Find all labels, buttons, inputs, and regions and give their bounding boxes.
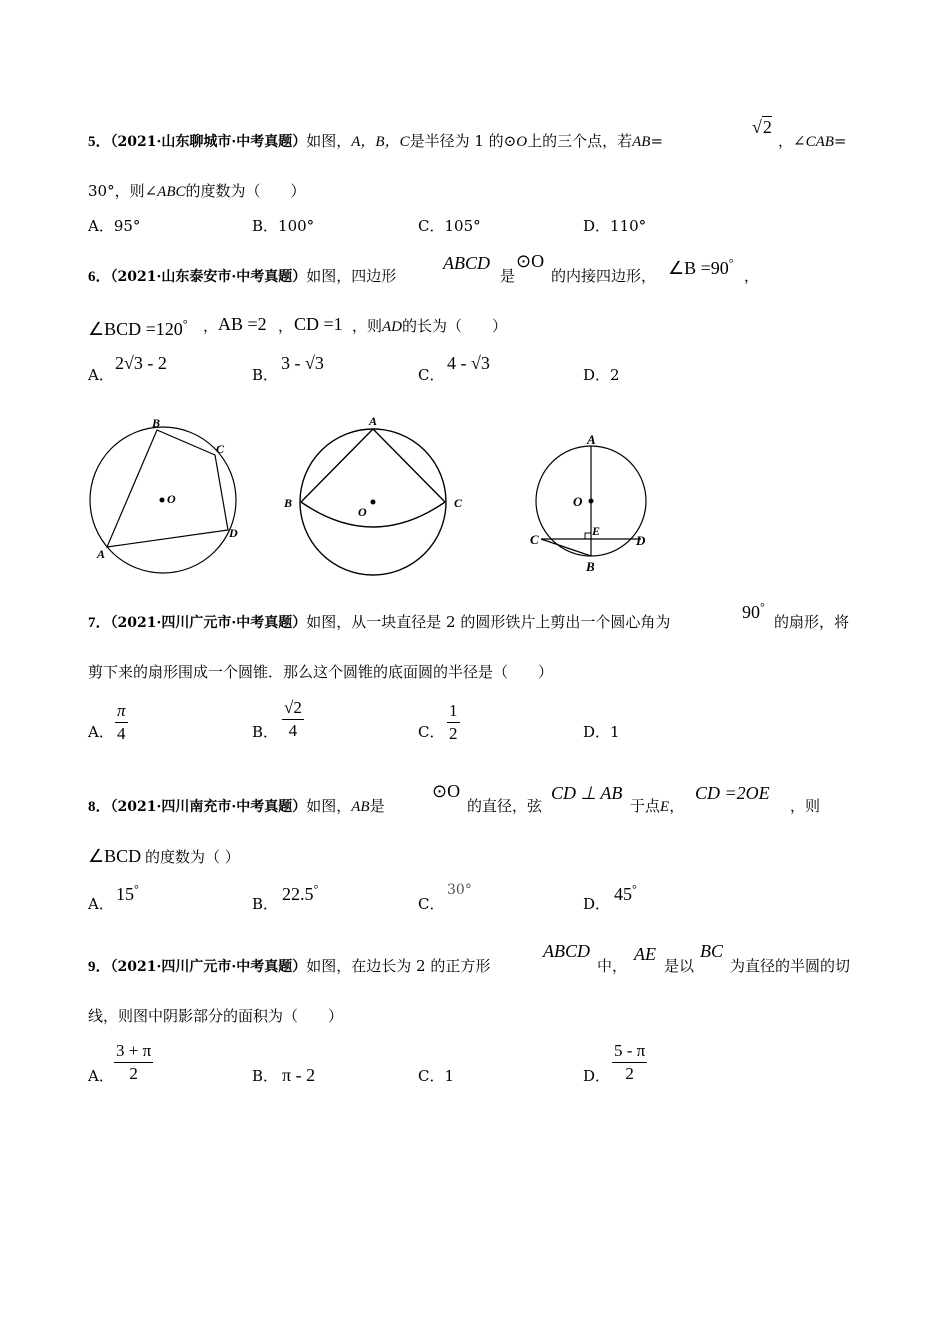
- q5-option-b: B．100°: [252, 217, 315, 235]
- q6-text2: 是: [500, 267, 516, 285]
- q5-line1-tail: [778, 131, 847, 152]
- fig3-label-d: D: [636, 533, 646, 548]
- q5-var-cab: CAB: [805, 134, 834, 150]
- q8-deg: °: [134, 882, 139, 896]
- fig2-center-dot: [371, 500, 376, 505]
- fig2-sector-arc: [301, 502, 445, 527]
- q5-sqrt2-value: 2: [762, 117, 772, 137]
- q5-var-abc: ABC: [157, 184, 186, 200]
- q5-vars: A，B，C: [351, 134, 410, 150]
- q7-option-d: D．1: [583, 723, 620, 741]
- q5-source: （2021·山东聊城市·中考真题）: [110, 134, 307, 150]
- q7-angle-value: 90: [742, 602, 760, 622]
- fig2-label-b: B: [284, 496, 293, 510]
- fig3-label-e: E: [592, 524, 601, 538]
- fig1-label-d: D: [229, 526, 238, 540]
- q9-fraction-numerator: 3 + π: [114, 1041, 153, 1063]
- q8-text: 于点: [630, 797, 661, 815]
- q8-text: ，: [669, 797, 685, 815]
- fig2-label-c: C: [454, 496, 463, 510]
- q8-var-e: E: [660, 799, 670, 815]
- q7-line1: [88, 612, 670, 633]
- fig2-radius-ac: [373, 429, 445, 502]
- q5-text: 如图，: [306, 132, 352, 150]
- q9-line1: [88, 956, 490, 977]
- q8-text6: ，则: [790, 797, 821, 815]
- q9-text2: 中，: [597, 957, 628, 975]
- q9-option-b-label: B．: [252, 1067, 279, 1085]
- q8-var-ab: AB: [351, 799, 370, 815]
- q6-number: 6．: [88, 269, 111, 285]
- q5-var-ab: AB: [632, 134, 651, 150]
- fig1-label-a: A: [97, 547, 106, 561]
- q9-ae: AE: [634, 944, 656, 964]
- q7-fraction-denominator: 2: [449, 724, 458, 743]
- q8-deg: °: [313, 882, 319, 896]
- q5-text: 30°，则∠: [88, 182, 158, 200]
- q5-option-d: D．110°: [583, 217, 647, 235]
- q6-option-c-label: C．: [418, 366, 445, 384]
- q6-text: ，则: [352, 317, 383, 335]
- q7-fraction-numerator: π: [115, 701, 128, 723]
- q6-comma: ，: [744, 267, 760, 285]
- q9-option-a-label: A．: [88, 1067, 114, 1085]
- q8-option-a: [116, 878, 139, 905]
- q6-text3: 的内接四边形，: [551, 267, 657, 285]
- q8-cd-2oe: CD =2OE: [695, 783, 770, 803]
- figure-diameter-chord: [528, 428, 658, 578]
- q7-text: 如图，从一块直径是 2 的圆形铁片上剪出一个圆心角为: [306, 613, 671, 631]
- fig2-radius-ab: [301, 429, 373, 502]
- q8-option-b-label: B．: [252, 895, 279, 913]
- q8-line1: [88, 796, 385, 817]
- q6-text: 的长为（ ）: [402, 317, 508, 335]
- q6-abcd: ABCD: [443, 253, 490, 273]
- q8-option-a-label: A．: [88, 895, 114, 913]
- q7-source: （2021·四川广元市·中考真题）: [110, 615, 307, 631]
- fig3-label-c: C: [530, 532, 539, 547]
- q7-text2: 的扇形，将: [774, 613, 850, 631]
- q8-option-d-value: 45: [614, 884, 632, 904]
- q8-deg: °: [632, 882, 637, 896]
- q5-var-o: O: [516, 134, 528, 150]
- q9-fraction-denominator: 2: [129, 1064, 138, 1083]
- q9-option-b: π - 2: [282, 1065, 316, 1085]
- q6-angle-bcd-value: ∠BCD =120: [88, 319, 183, 339]
- q8-circle-o: ⊙O: [432, 781, 461, 801]
- q8-text3: 的直径，弦: [467, 797, 543, 815]
- q7-angle: [742, 596, 765, 623]
- q7-option-a-label: A．: [88, 723, 114, 741]
- q8-option-d: [614, 878, 637, 905]
- q9-abcd: ABCD: [543, 941, 590, 961]
- q7-deg: °: [760, 600, 765, 614]
- q7-option-b-fraction: [282, 698, 304, 741]
- q9-fraction-denominator: 2: [625, 1064, 634, 1083]
- q9-option-d-label: D．: [583, 1067, 611, 1085]
- fig2-label-a: A: [369, 414, 378, 428]
- fig1-label-o: O: [167, 492, 176, 506]
- q8-source: （2021·四川南充市·中考真题）: [110, 799, 307, 815]
- q6-var-ad: AD: [382, 319, 403, 335]
- q6-deg: °: [182, 317, 188, 331]
- q5-option-a: A．95°: [88, 217, 141, 235]
- q7-fraction-numerator: √2: [282, 698, 304, 720]
- q6-cd-1: CD =1: [294, 314, 343, 334]
- q6-angle-b-value: ∠B =90: [668, 258, 729, 278]
- q7-fraction-numerator: 1: [447, 701, 460, 723]
- q5-line2: [88, 181, 306, 202]
- figure-inscribed-quadrilateral: [85, 410, 245, 580]
- figure-sector-in-circle: [280, 410, 470, 582]
- q8-text4: [630, 796, 684, 817]
- q5-eq: =: [650, 132, 664, 150]
- q6-option-c: 4 - √3: [447, 353, 490, 373]
- q6-text: 如图，四边形: [306, 267, 397, 285]
- q6-option-d: D．2: [583, 366, 620, 384]
- q9-fraction-numerator: 5 - π: [612, 1041, 647, 1063]
- q6-angle-bcd: [88, 313, 188, 340]
- q7-option-c-fraction: [447, 701, 460, 744]
- q6-source: （2021·山东泰安市·中考真题）: [110, 269, 307, 285]
- q5-option-c: C．105°: [418, 217, 481, 235]
- q6-comma: ，: [203, 317, 219, 335]
- fig3-label-o: O: [573, 494, 583, 509]
- q7-option-b-label: B．: [252, 723, 279, 741]
- q6-line2-tail: [352, 316, 507, 337]
- fig1-center-dot: [160, 498, 165, 503]
- q6-ab-2: AB =2: [218, 314, 267, 334]
- q5-text: 的度数为（ ）: [185, 182, 306, 200]
- q9-source: （2021·四川广元市·中考真题）: [110, 959, 307, 975]
- q9-number: 9．: [88, 959, 111, 975]
- q6-line1: [88, 266, 396, 287]
- q8-angle-bcd: ∠BCD: [88, 846, 142, 866]
- q8-option-d-label: D．: [583, 895, 611, 913]
- q8-number: 8．: [88, 799, 111, 815]
- q7-option-c-label: C．: [418, 723, 445, 741]
- q6-deg: °: [728, 256, 734, 270]
- q8-line2: 的度数为（ ）: [145, 848, 240, 866]
- q6-angle-b: [668, 252, 734, 279]
- q5-text: 上的三个点，若: [527, 132, 633, 150]
- q9-option-c: C．1: [418, 1067, 455, 1085]
- q9-option-a-fraction: [114, 1041, 153, 1084]
- q9-bc: BC: [700, 941, 724, 961]
- q8-option-a-value: 15: [116, 884, 134, 904]
- q8-text: 是: [369, 797, 385, 815]
- q5-sqrt2: √2: [752, 117, 772, 137]
- q7-option-a-fraction: [115, 701, 128, 744]
- q8-option-b: [282, 878, 318, 905]
- q9-text: 如图，在边长为 2 的正方形: [306, 957, 491, 975]
- q6-option-a-label: A．: [88, 366, 114, 384]
- q5-number: 5．: [88, 134, 111, 150]
- q5-line1: [88, 131, 663, 152]
- q9-text3: 是以: [664, 957, 695, 975]
- q5-text: 是半径为 1 的⊙: [409, 132, 517, 150]
- q8-text: 如图，: [306, 797, 352, 815]
- fig3-label-a: A: [587, 432, 596, 447]
- q8-perp: CD ⊥ AB: [551, 783, 623, 803]
- fig3-center-dot: [589, 499, 594, 504]
- q5-text: ，∠: [778, 132, 806, 150]
- fig1-label-c: C: [216, 442, 225, 456]
- q8-option-c-label: C．: [418, 895, 445, 913]
- q8-option-c: 30°: [447, 882, 472, 898]
- q5-eq: =: [833, 132, 847, 150]
- fig3-segment-cb: [541, 539, 591, 556]
- fig1-quadrilateral: [107, 430, 228, 547]
- fig1-label-b: B: [152, 416, 161, 430]
- q8-option-b-value: 22.5: [282, 884, 314, 904]
- q7-fraction-denominator: 4: [117, 724, 126, 743]
- q7-number: 7．: [88, 615, 111, 631]
- q9-line2: 线，则图中阴影部分的面积为（ ）: [88, 1007, 344, 1025]
- q6-option-a: 2√3 - 2: [115, 353, 167, 373]
- q6-option-b-label: B．: [252, 366, 279, 384]
- q9-text4: 为直径的半圆的切: [730, 957, 851, 975]
- q6-option-b: 3 - √3: [281, 353, 324, 373]
- fig2-label-o: O: [358, 505, 367, 519]
- q6-comma: ，: [278, 317, 294, 335]
- fig3-label-b: B: [586, 559, 595, 574]
- fig3-right-angle-mark: [585, 533, 591, 539]
- q9-option-d-fraction: [612, 1041, 647, 1084]
- q6-circle-o: ⊙O: [516, 251, 545, 271]
- q7-line2: 剪下来的扇形围成一个圆锥．那么这个圆锥的底面圆的半径是（ ）: [88, 663, 554, 681]
- q7-fraction-denominator: 4: [288, 721, 298, 740]
